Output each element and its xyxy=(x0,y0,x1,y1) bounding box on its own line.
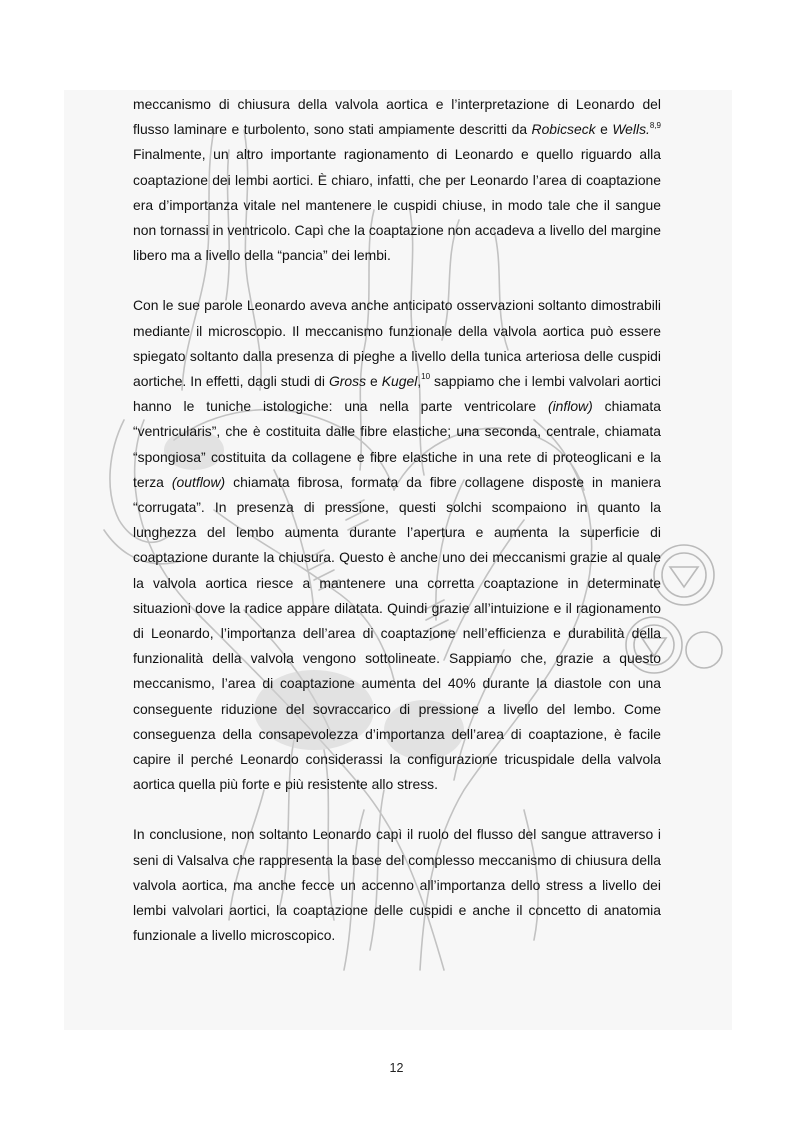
italic-text: Kugel xyxy=(381,373,418,390)
italic-text: (outflow) xyxy=(171,473,226,490)
citation-superscript: 8,9 xyxy=(649,120,661,130)
paragraph xyxy=(133,92,661,268)
paragraph xyxy=(133,293,661,797)
text-run: meccanismo di chiusura della valvola aortica e l’interpretazione di Leonardo del flusso laminare e turbolento, sono stati ampiamente descritti da xyxy=(133,96,661,138)
text-run: sappiamo che i lembi valvolari aortici hanno le tuniche istologiche: una nella parte ventricolare xyxy=(133,373,661,415)
text-run: chiamata “ventricularis”, che è costituita dalle fibre elastiche; una seconda, centrale, chiamata “spongiosa” costituita da collagene e fibre elastiche in una rete di proteoglicani e la terza xyxy=(133,398,661,490)
text-run: Finalmente, un altro importante ragionamento di Leonardo e quello riguardo alla coaptazione dei lembi aortici. È chiaro, infatti, che per Leonardo l’area di coaptazione era d’importanza vitale nel mantenere le cuspidi chiuse, in modo tale che il sangue non tornassi in ventricolo. Capì che la coaptazione non accadeva a livello del margine libero ma a livello della “pancia” dei lembi. xyxy=(133,146,661,264)
text-run: , xyxy=(417,373,422,390)
citation-superscript: 10 xyxy=(421,372,431,382)
italic-text: (inflow) xyxy=(547,398,593,415)
text-run: Con le sue parole Leonardo aveva anche anticipato osservazioni soltanto dimostrabili mediante il microscopio. Il meccanismo funzionale della valvola aortica può essere spiegato soltanto dalla presenza di pieghe a livello della tunica arteriosa delle cuspidi aortiche. In effetti, dagli studi di xyxy=(133,297,661,390)
text-run: e xyxy=(366,373,382,390)
page-number: 12 xyxy=(389,1061,404,1075)
text-run: e xyxy=(595,121,613,138)
text-run: chiamata fibrosa, formata da fibre collagene disposte in maniera “corrugata”. In presenza di pressione, questi solchi scompaiono in quanto la lunghezza del lembo aumenta durante l’apertura e aumenta la superficie di coaptazione durante la chiusura. Questo è anche uno dei meccanismi grazie al quale la valvola aortica riesce a mantenere una corretta coaptazione in determinate situazioni dove la radice appare dilatata. Quindi grazie all’intuizione e il ragionamento di Leonardo, l’importanza dell’area di coaptazione nell’efficienza e durabilità della funzionalità della valvola vengono sottolineate. Sappiamo che, grazie a questo meccanismo, l’area di coaptazione aumenta del 40% durante la diastole con una conseguente riduzione del sovraccarico di pressione a livello del lembo. Come conseguenza della consapevolezza d’importanza dell’area di coaptazione, è facile capire il perché Leonardo considerassi la configurazione tricuspidale della valvola aortica quella più forte e più resistente allo stress. xyxy=(133,473,661,793)
text-run: In conclusione, non soltanto Leonardo capì il ruolo del flusso del sangue attraverso i seni di Valsalva che rappresenta la base del complesso meccanismo di chiusura della valvola aortica, ma anche fecce un accenno all’importanza dello stress a livello dei lembi valvolari aortici, la coaptazione delle cuspidi e anche il concetto di anatomia funzionale a livello microscopico. xyxy=(133,826,661,944)
body-text xyxy=(133,92,661,949)
paragraph xyxy=(133,822,661,948)
italic-text: Robicseck xyxy=(531,121,596,138)
italic-text: Wells. xyxy=(612,121,650,138)
italic-text: Gross xyxy=(328,373,367,390)
